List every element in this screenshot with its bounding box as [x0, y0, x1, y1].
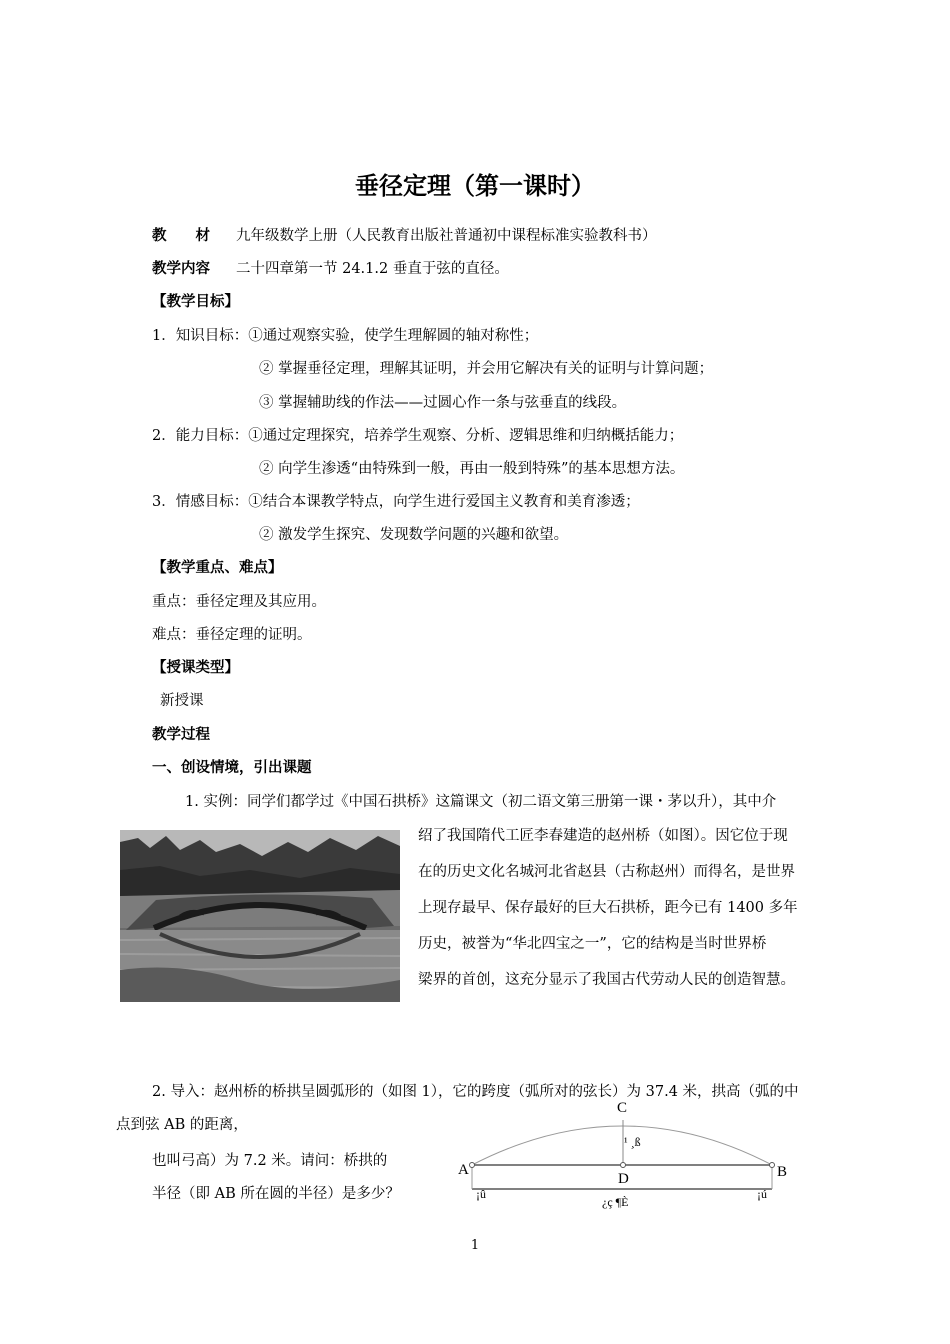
label-c: C [617, 1100, 628, 1116]
zhaozhou-bridge-photo [120, 830, 400, 1002]
emotion-goal-1: ①结合本课教学特点，向学生进行爱国主义教育和美育渗透； [248, 494, 640, 510]
example-line-4: 上现存最早、保存最好的巨大石拱桥，距今已有 1400 多年 [418, 900, 798, 916]
emotion-goal-2: ② 激发学生探究、发现数学问题的兴趣和欲望。 [259, 527, 569, 543]
label-d: D [618, 1171, 629, 1187]
knowledge-goal-1: ①通过观察实验，使学生理解圆的轴对称性； [248, 328, 539, 344]
example-line-5: 历史，被誉为“华北四宝之一”，它的结构是当时世界桥 [418, 936, 767, 952]
point-b-marker [770, 1163, 775, 1168]
label-a: A [458, 1162, 469, 1178]
keypoints-heading: 【教学重点、难点】 [152, 560, 283, 576]
example-line-6: 梁界的首创，这充分显示了我国古代劳动人民的创造智慧。 [418, 972, 795, 988]
page-number: 1 [470, 1238, 480, 1253]
ability-goal-line [152, 426, 683, 446]
knowledge-goal-line [152, 326, 538, 346]
focus-text: 重点：垂径定理及其应用。 [152, 594, 326, 610]
garbled-span-label: ¿ç ¶È [602, 1195, 629, 1209]
lesson-type-heading: 【授课类型】 [152, 660, 239, 676]
point-a-marker [470, 1163, 475, 1168]
example-line-3: 在的历史文化名城河北省赵县（古称赵州）而得名，是世界 [418, 864, 795, 880]
emotion-goal-line [152, 492, 640, 512]
example-line-1: 1. 实例：同学们都学过《中国石拱桥》这篇课文（初二语文第三册第一课・茅以升），其中介 [185, 794, 777, 810]
content-label: 教学内容 [152, 261, 210, 277]
knowledge-goal-label: 1．知识目标： [152, 328, 249, 344]
content-value: 二十四章第一节 24.1.2 垂直于弦的直径。 [236, 261, 509, 277]
goals-heading: 【教学目标】 [152, 294, 239, 310]
garbled-right-arrow: ¡ú [757, 1187, 767, 1201]
lesson-type-value: 新授课 [160, 693, 204, 709]
garbled-height-label: ¹ ¸ß [624, 1135, 641, 1149]
difficulty-text: 难点：垂径定理的证明。 [152, 627, 312, 643]
material-line [152, 226, 657, 246]
example-line-2: 绍了我国隋代工匠李春建造的赵州桥（如图）。因它位于现 [418, 828, 788, 844]
label-b: B [777, 1164, 788, 1180]
knowledge-goal-2: ② 掌握垂径定理，理解其证明，并会用它解决有关的证明与计算问题； [259, 361, 714, 377]
content-line [152, 259, 509, 279]
emotion-goal-label: 3．情感目标： [152, 494, 249, 510]
arch-diagram [450, 1095, 800, 1220]
material-label: 教 材 [152, 228, 210, 244]
ability-goal-1: ①通过定理探究，培养学生观察、分析、逻辑思维和归纳概括能力； [248, 428, 684, 444]
document-title: 垂径定理（第一课时） [355, 172, 595, 200]
intro-line-1: 2. 导入：赵州桥的桥拱呈圆弧形的（如图 1），它的跨度（弧所对的弦长）为 37.4 米，拱高（弧的中 [152, 1084, 799, 1100]
intro-line-3: 也叫弓高）为 7.2 米。请问：桥拱的 [152, 1153, 388, 1169]
process-heading: 教学过程 [152, 727, 210, 743]
intro-line-2: 点到弦 AB 的距离， [116, 1117, 248, 1133]
point-d-marker [621, 1163, 626, 1168]
garbled-left-arrow: ¡û [476, 1187, 486, 1201]
ability-goal-2: ② 向学生渗透“由特殊到一般，再由一般到特殊”的基本思想方法。 [259, 461, 685, 477]
knowledge-goal-3: ③ 掌握辅助线的作法——过圆心作一条与弦垂直的线段。 [259, 395, 627, 411]
material-value: 九年级数学上册（人民教育出版社普通初中课程标准实验教科书） [236, 228, 657, 244]
section-1-heading: 一、创设情境，引出课题 [152, 760, 312, 776]
ability-goal-label: 2．能力目标： [152, 428, 249, 444]
intro-line-4: 半径（即 AB 所在圆的半径）是多少？ [152, 1186, 400, 1202]
